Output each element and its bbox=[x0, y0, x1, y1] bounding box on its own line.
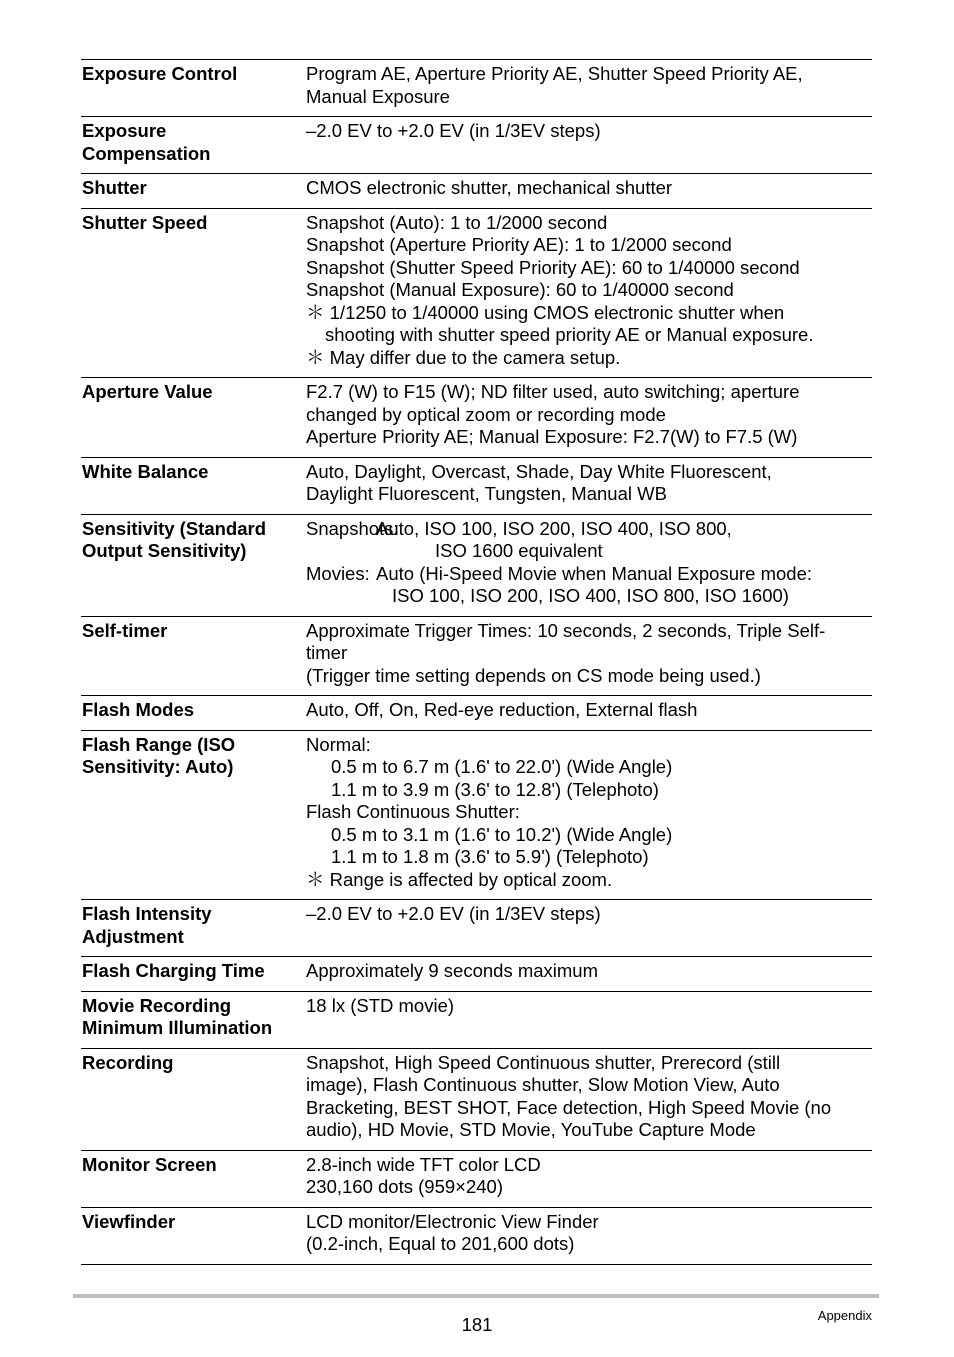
spec-label: Shutter bbox=[82, 177, 147, 198]
spec-value bbox=[306, 461, 872, 506]
spec-value-line: Snapshot (Manual Exposure): 60 to 1/40000 second bbox=[306, 279, 734, 300]
spec-value-line: LCD monitor/Electronic View Finder bbox=[306, 1210, 599, 1232]
group-heading: Normal: bbox=[306, 733, 371, 755]
spec-value-line: CMOS electronic shutter, mechanical shutter bbox=[306, 177, 673, 198]
spec-value bbox=[306, 960, 872, 983]
spec-value-line: Auto, Off, On, Red-eye reduction, External flash bbox=[306, 699, 698, 720]
spec-label-line: Minimum Illumination bbox=[82, 1017, 273, 1038]
spec-note: ＊ Range is affected by optical zoom. bbox=[306, 868, 613, 890]
spec-label-line: Movie Recording bbox=[82, 994, 232, 1016]
kv-value: Auto (Hi-Speed Movie when Manual Exposure mode: bbox=[376, 562, 813, 584]
spec-value-line: Program AE, Aperture Priority AE, Shutter Speed Priority AE, bbox=[306, 63, 803, 84]
kv-continuation: ISO 1600 equivalent bbox=[435, 540, 603, 561]
spec-label: Exposure Control bbox=[82, 63, 238, 84]
spec-label-line: Exposure bbox=[82, 120, 167, 141]
spec-label bbox=[81, 518, 306, 608]
spec-label bbox=[81, 734, 306, 892]
spec-note: ＊ May differ due to the camera setup. bbox=[306, 346, 621, 368]
spec-label: Flash Charging Time bbox=[82, 960, 265, 981]
kv-value: Auto, ISO 100, ISO 200, ISO 400, ISO 800, bbox=[376, 517, 732, 539]
spec-value-line: Approximately 9 seconds maximum bbox=[306, 960, 598, 981]
spec-value-line: image), Flash Continuous shutter, Slow Motion View, Auto bbox=[306, 1074, 780, 1095]
spec-label-line: Adjustment bbox=[82, 925, 184, 947]
group-item: 0.5 m to 6.7 m (1.6' to 22.0') (Wide Angle) bbox=[331, 756, 673, 777]
spec-value-line: timer bbox=[306, 642, 348, 663]
spec-value-line: Daylight Fluorescent, Tungsten, Manual WB bbox=[306, 483, 667, 504]
spec-value bbox=[306, 63, 872, 108]
spec-label: Monitor Screen bbox=[82, 1153, 217, 1175]
spec-value bbox=[306, 518, 872, 608]
section-name: Appendix bbox=[817, 1308, 872, 1323]
spec-value-line: Snapshot (Auto): 1 to 1/2000 second bbox=[306, 211, 608, 233]
spec-row-white-balance bbox=[81, 458, 872, 515]
spec-row-recording bbox=[81, 1049, 872, 1151]
spec-row-self-timer bbox=[81, 617, 872, 697]
group-item: 1.1 m to 3.9 m (3.6' to 12.8') (Telephoto) bbox=[331, 778, 659, 800]
spec-row-movie-illumination bbox=[81, 992, 872, 1049]
spec-value bbox=[306, 734, 872, 892]
spec-value-line: (0.2-inch, Equal to 201,600 dots) bbox=[306, 1233, 575, 1254]
spec-value-line: Auto, Daylight, Overcast, Shade, Day White Fluorescent, bbox=[306, 460, 772, 482]
spec-row-flash-modes bbox=[81, 696, 872, 731]
spec-value-line: changed by optical zoom or recording mode bbox=[306, 403, 666, 425]
spec-value-line: Manual Exposure bbox=[306, 85, 450, 107]
spec-value-line: –2.0 EV to +2.0 EV (in 1/3EV steps) bbox=[306, 903, 601, 924]
spec-row-shutter bbox=[81, 174, 872, 209]
spec-note: ＊ 1/1250 to 1/40000 using CMOS electronic shutter when bbox=[306, 301, 785, 323]
spec-value bbox=[306, 120, 872, 165]
group-heading: Flash Continuous Shutter: bbox=[306, 801, 520, 822]
spec-value bbox=[306, 1154, 872, 1199]
spec-value-line: –2.0 EV to +2.0 EV (in 1/3EV steps) bbox=[306, 120, 601, 141]
spec-label-line: Sensitivity (Standard bbox=[82, 517, 267, 539]
spec-row-flash-range bbox=[81, 731, 872, 901]
spec-table bbox=[81, 59, 872, 1265]
spec-value-line: 230,160 dots (959×240) bbox=[306, 1176, 503, 1197]
spec-label: Shutter Speed bbox=[82, 211, 208, 233]
spec-note-continuation: shooting with shutter speed priority AE or Manual exposure. bbox=[325, 324, 814, 345]
spec-value-line: Aperture Priority AE; Manual Exposure: F2.7(W) to F7.5 (W) bbox=[306, 426, 798, 447]
spec-label bbox=[81, 995, 306, 1040]
spec-value-line: Snapshot (Shutter Speed Priority AE): 60 to 1/40000 second bbox=[306, 256, 800, 278]
spec-row-sensitivity bbox=[81, 515, 872, 617]
spec-row-exposure-compensation bbox=[81, 117, 872, 174]
spec-value-line: F2.7 (W) to F15 (W); ND filter used, auto switching; aperture bbox=[306, 381, 800, 402]
kv-key: Movies: bbox=[306, 562, 370, 584]
spec-row-viewfinder bbox=[81, 1208, 872, 1265]
spec-label-line: Compensation bbox=[82, 142, 211, 164]
spec-label: Recording bbox=[82, 1051, 174, 1073]
spec-value bbox=[306, 995, 872, 1040]
spec-row-flash-intensity bbox=[81, 900, 872, 957]
spec-label bbox=[81, 903, 306, 948]
spec-label: Aperture Value bbox=[82, 381, 213, 402]
sensitivity-snapshots bbox=[306, 518, 872, 541]
spec-value bbox=[306, 903, 872, 948]
spec-label: Flash Modes bbox=[82, 699, 195, 720]
spec-value bbox=[306, 177, 872, 200]
spec-label: Self-timer bbox=[82, 619, 168, 641]
spec-value-line: Snapshot (Aperture Priority AE): 1 to 1/2000 second bbox=[306, 234, 732, 255]
spec-row-exposure-control bbox=[81, 60, 872, 117]
group-item: 0.5 m to 3.1 m (1.6' to 10.2') (Wide Angle) bbox=[331, 823, 673, 845]
spec-value bbox=[306, 212, 872, 370]
spec-row-flash-charging-time bbox=[81, 957, 872, 992]
spec-value bbox=[306, 1052, 872, 1142]
spec-value-line: Bracketing, BEST SHOT, Face detection, High Speed Movie (no bbox=[306, 1096, 832, 1118]
spec-value bbox=[306, 381, 872, 449]
sensitivity-movies bbox=[306, 563, 872, 586]
spec-label: White Balance bbox=[82, 460, 209, 482]
kv-key: Snapshots: bbox=[306, 517, 399, 539]
spec-label-line: Flash Intensity bbox=[82, 903, 212, 924]
spec-label-line: Sensitivity: Auto) bbox=[82, 756, 234, 777]
spec-label-line: Flash Range (ISO bbox=[82, 733, 236, 755]
spec-row-aperture-value bbox=[81, 378, 872, 458]
kv-continuation: ISO 100, ISO 200, ISO 400, ISO 800, ISO 1600) bbox=[392, 585, 789, 606]
spec-row-monitor-screen bbox=[81, 1151, 872, 1208]
group-item: 1.1 m to 1.8 m (3.6' to 5.9') (Telephoto) bbox=[331, 846, 649, 867]
spec-value-line: Approximate Trigger Times: 10 seconds, 2 seconds, Triple Self- bbox=[306, 619, 826, 641]
spec-value-line: 2.8-inch wide TFT color LCD bbox=[306, 1153, 541, 1175]
spec-value bbox=[306, 699, 872, 722]
spec-row-shutter-speed bbox=[81, 209, 872, 379]
spec-label-line: Output Sensitivity) bbox=[82, 540, 247, 561]
page-number: 181 bbox=[461, 1314, 493, 1335]
spec-value-line: audio), HD Movie, STD Movie, YouTube Capture Mode bbox=[306, 1119, 756, 1140]
footer-divider bbox=[73, 1294, 879, 1298]
spec-value bbox=[306, 620, 872, 688]
spec-label bbox=[81, 120, 306, 165]
spec-value-line: Snapshot, High Speed Continuous shutter, Prerecord (still bbox=[306, 1051, 781, 1073]
spec-label: Viewfinder bbox=[82, 1210, 176, 1232]
spec-value-line: (Trigger time setting depends on CS mode being used.) bbox=[306, 664, 761, 686]
spec-value-line: 18 lx (STD movie) bbox=[306, 994, 455, 1016]
spec-value bbox=[306, 1211, 872, 1256]
